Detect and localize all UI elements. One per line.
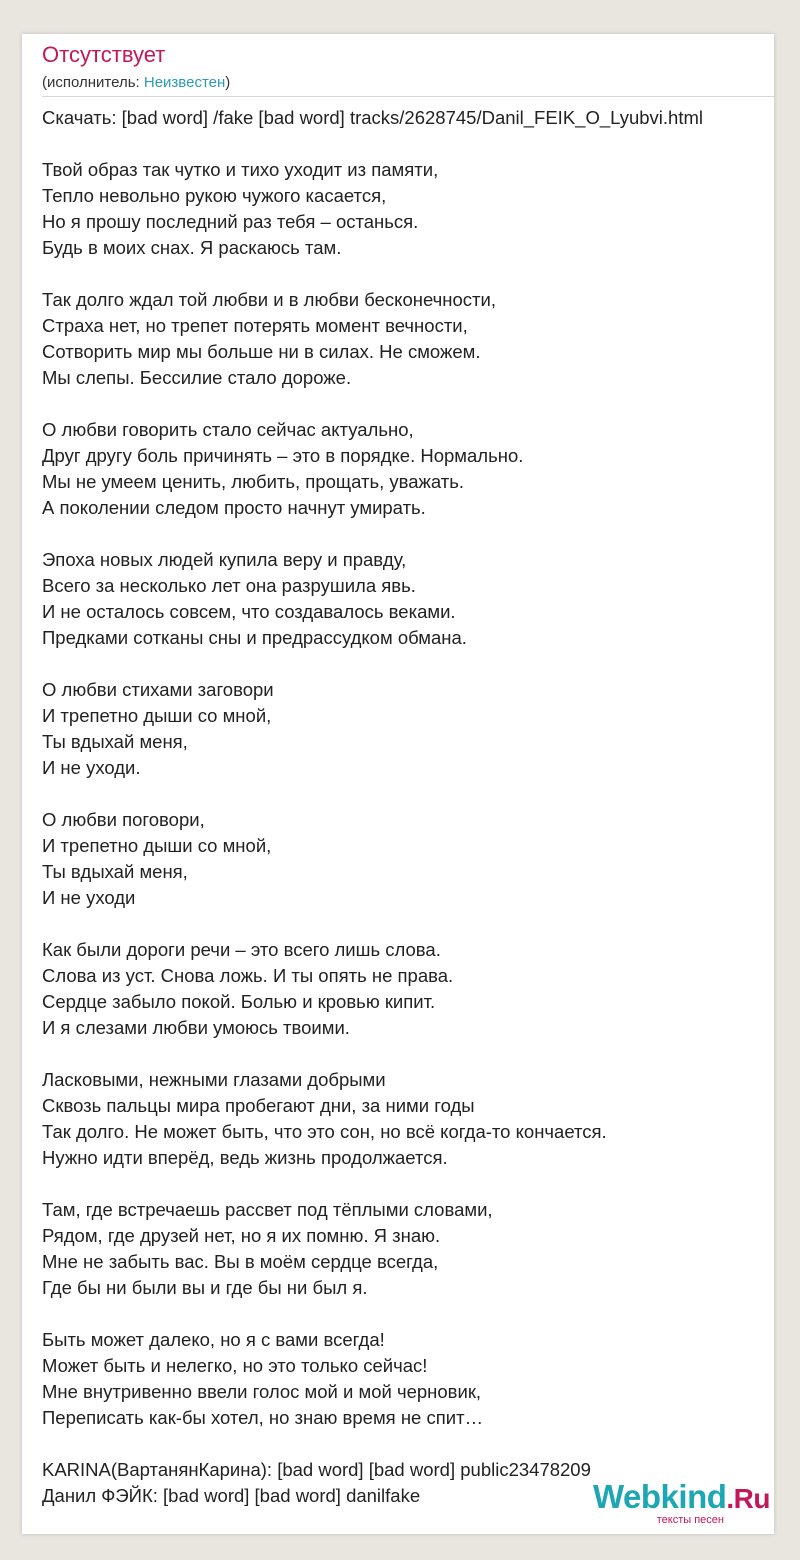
lyric-line: И я слезами любви умоюсь твоими. (42, 1017, 350, 1038)
stanza-gap (42, 1301, 772, 1327)
lyric-line: И трепетно дыши со мной, (42, 705, 272, 726)
lyric-line: О любви говорить стало сейчас актуально, (42, 419, 414, 440)
stanza-gap (42, 1431, 772, 1457)
logo-domain: .Ru (726, 1483, 770, 1514)
lyric-line: Предками сотканы сны и предрассудком обмана. (42, 627, 467, 648)
stanza-gap (42, 391, 772, 417)
lyric-line: И трепетно дыши со мной, (42, 835, 272, 856)
lyric-line: Мне внутривенно ввели голос мой и мой черновик, (42, 1381, 482, 1402)
lyric-line: Страха нет, но трепет потерять момент вечности, (42, 315, 468, 336)
lyric-line: Так долго ждал той любви и в любви бесконечности, (42, 289, 496, 310)
lyric-line: Быть может далеко, но я с вами всегда! (42, 1329, 385, 1350)
lyric-line: Сквозь пальцы мира пробегают дни, за ними годы (42, 1095, 475, 1116)
artist-suffix: ) (225, 74, 231, 91)
artist-line (42, 74, 230, 91)
lyric-line: Нужно идти вперёд, ведь жизнь продолжается. (42, 1147, 448, 1168)
logo-tagline: тексты песен (656, 1514, 724, 1526)
credit-line: KARINA(ВартанянКарина): [bad word] [bad word] public23478209 (42, 1459, 591, 1480)
lyric-line: Всего за несколько лет она разрушила явь. (42, 575, 416, 596)
lyric-line: Как были дороги речи – это всего лишь слова. (42, 939, 441, 960)
lyric-line: Слова из уст. Снова ложь. И ты опять не права. (42, 965, 454, 986)
lyric-line: И не уходи. (42, 757, 141, 778)
stanza-gap (42, 1041, 772, 1067)
lyric-line: О любви поговори, (42, 809, 205, 830)
lyric-line: О любви стихами заговори (42, 679, 274, 700)
lyric-line: Мы не умеем ценить, любить, прощать, уважать. (42, 471, 465, 492)
lyric-line: И не осталось совсем, что создавалось веками. (42, 601, 456, 622)
lyrics-body (42, 105, 772, 1509)
lyric-line: Сердце забыло покой. Болью и кровью кипит. (42, 991, 436, 1012)
stanza-gap (42, 1171, 772, 1197)
download-line: Скачать: [bad word] /fake [bad word] tracks/2628745/Danil_FEIK_O_Lyubvi.html (42, 107, 704, 128)
lyric-line: Там, где встречаешь рассвет под тёплыми словами, (42, 1199, 493, 1220)
lyric-line: Так долго. Не может быть, что это сон, но всё когда-то кончается. (42, 1121, 607, 1142)
stanza-gap (42, 261, 772, 287)
lyric-line: Где бы ни были вы и где бы ни был я. (42, 1277, 368, 1298)
lyric-line: А поколении следом просто начнут умирать. (42, 497, 426, 518)
lyric-line: Друг другу боль причинять – это в порядке. Нормально. (42, 445, 524, 466)
artist-link[interactable]: Неизвестен (143, 74, 226, 91)
logo-name: Webkind (592, 1478, 727, 1515)
header-divider (42, 96, 774, 97)
lyric-line: Рядом, где друзей нет, но я их помню. Я знаю. (42, 1225, 441, 1246)
stanza-gap (42, 781, 772, 807)
lyric-line: Но я прошу последний раз тебя – останься. (42, 211, 419, 232)
lyrics-card (22, 34, 774, 1534)
lyric-line: Тепло невольно рукою чужого касается, (42, 185, 387, 206)
lyric-line: Твой образ так чутко и тихо уходит из памяти, (42, 159, 439, 180)
stanza-gap (42, 651, 772, 677)
lyric-line: Ласковыми, нежными глазами добрыми (42, 1069, 386, 1090)
logo-wordmark (593, 1478, 770, 1516)
stanza-gap (42, 911, 772, 937)
lyric-line: Переписать как-бы хотел, но знаю время не спит… (42, 1407, 484, 1428)
artist-prefix: (исполнитель: (42, 74, 144, 91)
lyric-line: Ты вдыхай меня, (42, 861, 188, 882)
credit-line: Данил ФЭЙК: [bad word] [bad word] danilfake (42, 1485, 421, 1506)
lyric-line: Будь в моих снах. Я раскаюсь там. (42, 237, 342, 258)
lyric-line: Эпоха новых людей купила веру и правду, (42, 549, 407, 570)
lyric-line: Мне не забыть вас. Вы в моём сердце всегда, (42, 1251, 439, 1272)
lyric-line: Сотворить мир мы больше ни в силах. Не сможем. (42, 341, 481, 362)
song-title: Отсутствует (42, 42, 166, 67)
lyric-line: Ты вдыхай меня, (42, 731, 188, 752)
stanza-gap (42, 131, 772, 157)
lyric-line: Мы слепы. Бессилие стало дороже. (42, 367, 352, 388)
site-logo[interactable] (580, 1478, 770, 1534)
lyric-line: Может быть и нелегко, но это только сейчас! (42, 1355, 428, 1376)
lyric-line: И не уходи (42, 887, 136, 908)
stanza-gap (42, 521, 772, 547)
